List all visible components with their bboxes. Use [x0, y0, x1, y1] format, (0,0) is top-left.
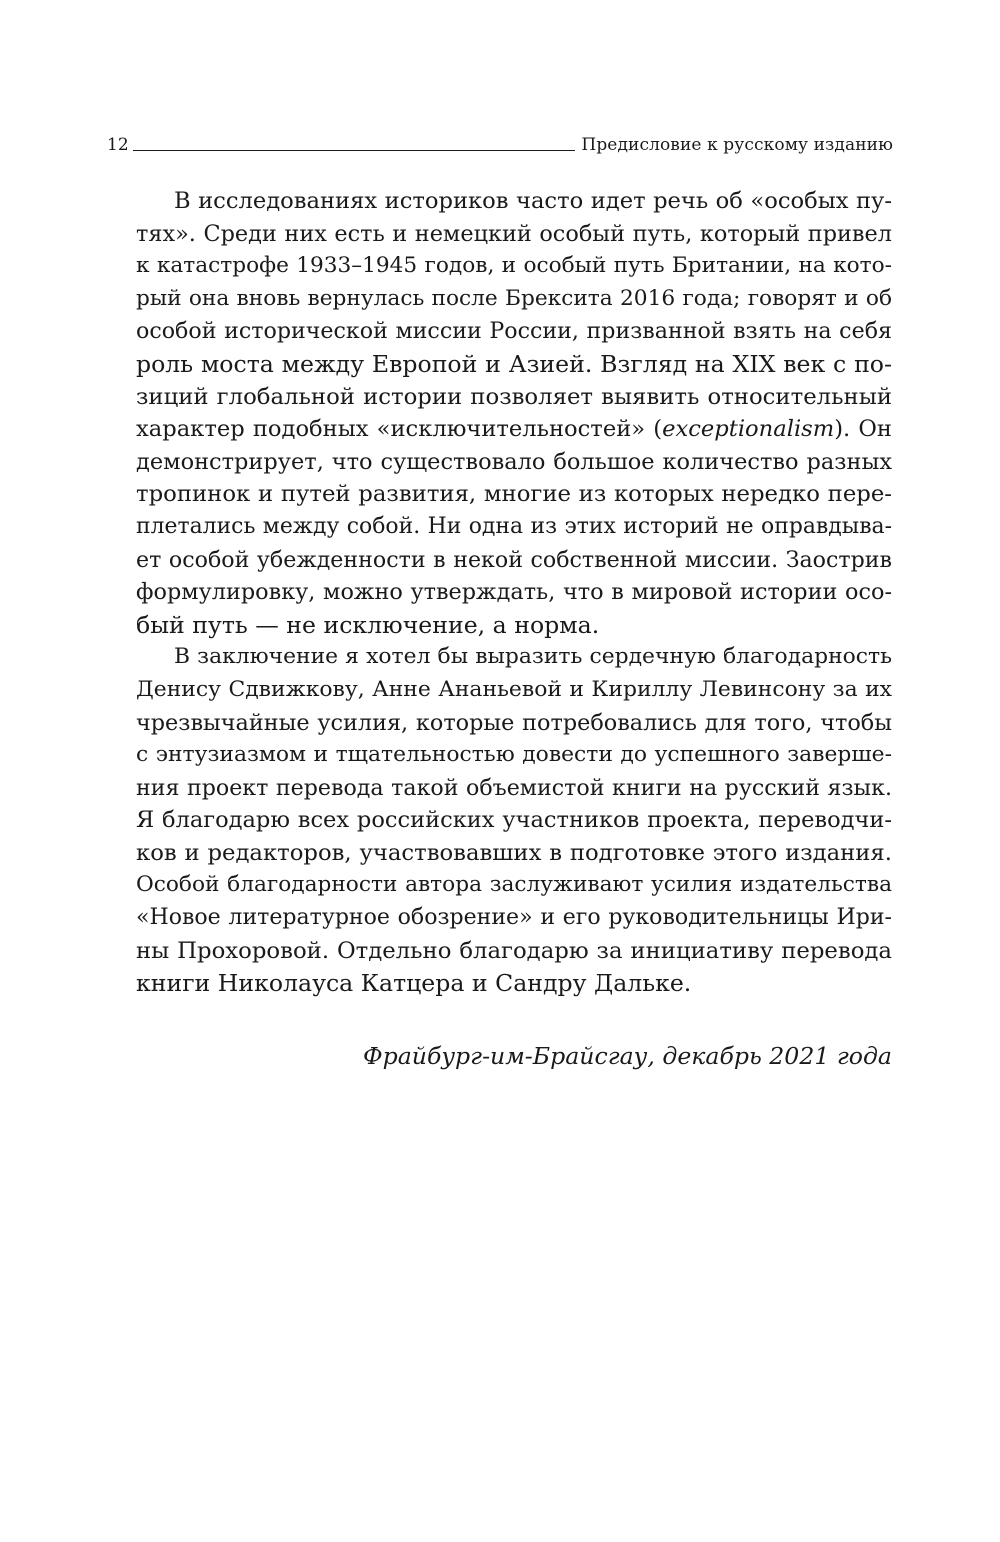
- text-line: особой исторической миссии России, призванной взять на себя: [136, 318, 892, 345]
- paragraph-acknowledgements: [136, 641, 892, 1000]
- paragraph-special-paths: [136, 185, 892, 641]
- text-line: В исследованиях историков часто идет речь об «особых пу-: [174, 188, 892, 214]
- text-line: книги Николауса Катцера и Сандру Дальке.: [136, 969, 692, 998]
- text-line: В заключение я хотел бы выразить сердечную благодарность: [174, 644, 892, 670]
- page-number: 12: [107, 135, 129, 155]
- place-date-signature: Фрайбург-им-Брайсгау, декабрь 2021 года: [363, 1042, 892, 1070]
- running-head: [107, 128, 893, 156]
- text-line: Денису Сдвижкову, Анне Ананьевой и Кириллу Левинсону за их: [136, 676, 892, 702]
- text-fragment: ). Он: [834, 416, 892, 443]
- text-line: тропинок и путей развития, многие из которых нередко пере-: [136, 481, 892, 508]
- body-text: [136, 185, 892, 1000]
- text-line: зиций глобальной истории позволяет выявить относительный: [136, 383, 892, 410]
- text-line: роль моста между Европой и Азией. Взгляд на XIX век с по-: [136, 349, 892, 378]
- italic-term: exceptionalism: [662, 416, 835, 443]
- text-line: с энтузиазмом и тщательностью довести до успешного заверше-: [136, 742, 892, 768]
- text-line: демонстрирует, что существовало большое количество разных: [136, 448, 892, 475]
- text-line: Особой благодарности автора заслуживают усилия издательства: [136, 872, 892, 898]
- text-fragment: характер подобных «исключительностей» (: [136, 416, 663, 443]
- text-line: бый путь — не исключение, а норма.: [136, 610, 600, 639]
- text-line: рый она вновь вернулась после Брексита 2016 года; говорят и об: [136, 285, 892, 311]
- text-line: Я благодарю всех российских участников проекта, переводчи-: [136, 807, 892, 834]
- text-line: чрезвычайные усилия, которые потребовались для того, чтобы: [136, 709, 892, 736]
- text-line: ет особой убежденности в некой собственной миссии. Заострив: [136, 546, 892, 573]
- text-line-with-term: [136, 413, 892, 446]
- text-line: формулировку, можно утверждать, что в мировой истории осо-: [136, 579, 892, 606]
- text-line: ния проект перевода такой объемистой книги на русский язык.: [136, 774, 892, 801]
- text-line: ков и редакторов, участвовавших в подготовке этого издания.: [136, 839, 892, 866]
- section-title: Предисловие к русскому изданию: [581, 135, 893, 155]
- header-rule: [133, 150, 576, 151]
- text-line: плетались между собой. Ни одна из этих историй не оправдыва-: [136, 513, 892, 539]
- text-line: к катастрофе 1933–1945 годов, и особый путь Британии, на кото-: [136, 253, 892, 279]
- text-line: «Новое литературное обозрение» и его руководительницы Ири-: [136, 905, 892, 931]
- text-line: ны Прохоровой. Отдельно благодарю за инициативу перевода: [136, 937, 892, 964]
- text-line: тях». Среди них есть и немецкий особый путь, который привел: [136, 220, 892, 247]
